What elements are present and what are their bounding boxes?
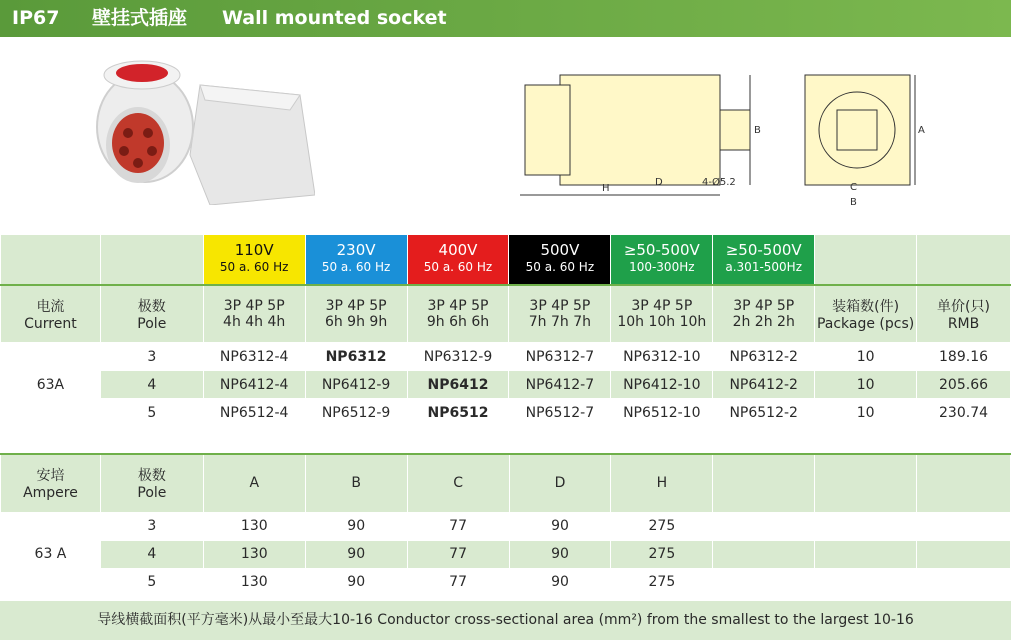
header-package: 装箱数(件) Package (pcs) xyxy=(815,285,917,343)
header-col-3: 3P 4P 5P 9h 6h 6h xyxy=(407,285,509,343)
dim-label-b1: B xyxy=(754,125,761,136)
header-col-6: 3P 4P 5P 2h 2h 2h xyxy=(713,285,815,343)
table-row: 5 130 90 77 90 275 xyxy=(1,568,1011,596)
current-cell: 63A xyxy=(1,343,101,427)
header-col-5: 3P 4P 5P 10h 10h 10h xyxy=(611,285,713,343)
dim-label-b2: B xyxy=(850,197,857,208)
dim-label-a: A xyxy=(918,125,925,136)
socket-product-image xyxy=(90,55,315,205)
title-english: Wall mounted socket xyxy=(222,7,447,29)
dim-label-h: H xyxy=(602,183,610,194)
ip-rating: IP67 xyxy=(12,7,60,29)
header-current: 电流 Current xyxy=(1,285,101,343)
table-row: 5 NP6512-4 NP6512-9 NP6512 NP6512-7 NP6512-10 NP6512-2 10 230.74 xyxy=(1,399,1011,427)
header-col-2: 3P 4P 5P 6h 9h 9h xyxy=(305,285,407,343)
header-pole: 极数 Pole xyxy=(100,285,203,343)
header-dim-d: D xyxy=(509,454,611,512)
voltage-product-table xyxy=(0,234,1011,427)
header-dim-a: A xyxy=(203,454,305,512)
voltage-400-cell: 400V 50 a. 60 Hz xyxy=(407,235,509,285)
dimension-drawing xyxy=(510,55,930,215)
header-dim-b: B xyxy=(305,454,407,512)
title-chinese: 壁挂式插座 xyxy=(92,7,188,29)
header-dim-h: H xyxy=(611,454,713,512)
ampere-cell: 63 A xyxy=(1,512,101,596)
table-row: 4 NP6412-4 NP6412-9 NP6412 NP6412-7 NP6412-10 NP6412-2 10 205.66 xyxy=(1,371,1011,399)
title-bar xyxy=(0,0,1011,37)
header-price: 单价(只) RMB xyxy=(917,285,1011,343)
voltage-500-cell: 500V 50 a. 60 Hz xyxy=(509,235,611,285)
voltage-110-cell: 110V 50 a. 60 Hz xyxy=(203,235,305,285)
dim-label-holes: 4-Ø5.2 xyxy=(702,177,736,188)
header-dim-c: C xyxy=(407,454,509,512)
voltage-hf1-cell: ≥50-500V 100-300Hz xyxy=(611,235,713,285)
dimension-table xyxy=(0,453,1011,597)
header-pole-2: 极数 Pole xyxy=(100,454,203,512)
header-col-1: 3P 4P 5P 4h 4h 4h xyxy=(203,285,305,343)
footer-note: 导线横截面积(平方毫米)从最小至最大10-16 Conductor cross-sectional area (mm²) from the smallest to the largest 10-16 xyxy=(0,601,1011,640)
table-row: 63A 3 NP6312-4 NP6312 NP6312-9 NP6312-7 NP6312-10 NP6312-2 10 189.16 xyxy=(1,343,1011,371)
table-row: 63 A 3 130 90 77 90 275 xyxy=(1,512,1011,540)
dim-label-c: C xyxy=(850,182,857,193)
dim-label-d: D xyxy=(655,177,663,188)
voltage-hf2-cell: ≥50-500V a.301-500Hz xyxy=(713,235,815,285)
header-col-4: 3P 4P 5P 7h 7h 7h xyxy=(509,285,611,343)
header-ampere: 安培 Ampere xyxy=(1,454,101,512)
voltage-230-cell: 230V 50 a. 60 Hz xyxy=(305,235,407,285)
table-row: 4 130 90 77 90 275 xyxy=(1,540,1011,568)
